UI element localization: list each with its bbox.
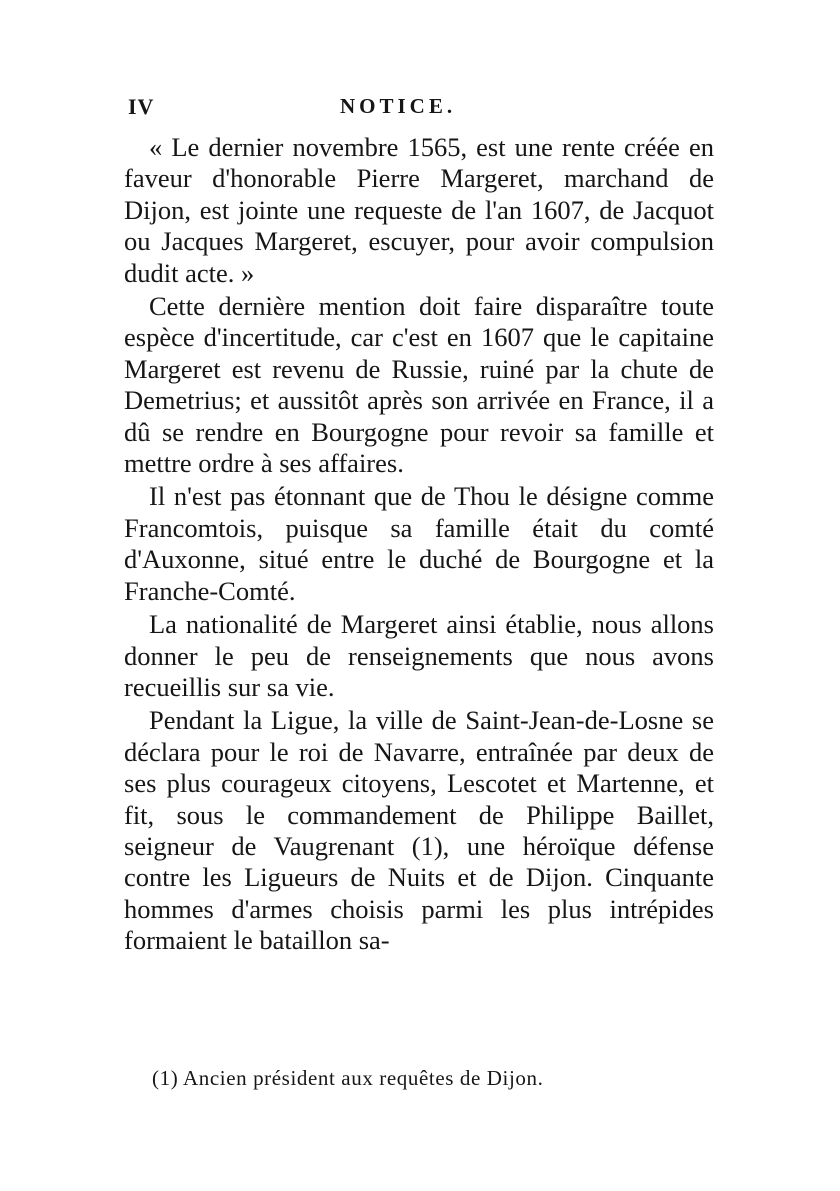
footnote: (1) Ancien président aux requêtes de Dijon. <box>152 1066 544 1090</box>
body-text <box>124 132 714 957</box>
paragraph-ligue: Pendant la Ligue, la ville de Saint-Jean-de-Losne se déclara pour le roi de Navarre, entraînée par deux de ses plus courageux citoyens, Lescotet et Martenne, et fit, sous le commandement de Philippe Baillet, seigneur de Vaugrenant (1), une héroïque défense contre les Ligueurs de Nuits et de Dijon. Cinquante hommes d'armes choisis parmi les plus intrépides formaient le bataillon sa- <box>124 705 714 956</box>
running-title: NOTICE. <box>340 94 457 118</box>
book-page <box>124 88 714 957</box>
page-number: IV <box>128 94 155 119</box>
paragraph-mention: Cette dernière mention doit faire disparaître toute espèce d'incertitude, car c'est en 1607 que le capitaine Margeret est revenu de Russie, ruiné par la chute de Demetrius; et aussitôt après son arrivée en France, il a dû se rendre en Bourgogne pour revoir sa famille et mettre ordre à ses affaires. <box>124 291 714 479</box>
page-header <box>124 88 714 128</box>
paragraph-nationality: La nationalité de Margeret ainsi établie, nous allons donner le peu de renseignements que nous avons recueillis sur sa vie. <box>124 609 714 702</box>
paragraph-thou: Il n'est pas étonnant que de Thou le désigne comme Francomtois, puisque sa famille était du comté d'Auxonne, situé entre le duché de Bourgogne et la Franche-Comté. <box>124 481 714 606</box>
paragraph-quote: « Le dernier novembre 1565, est une rente créée en faveur d'honorable Pierre Margeret, marchand de Dijon, est jointe une requeste de l'an 1607, de Jacquot ou Jacques Margeret, escuyer, pour avoir compulsion dudit acte. » <box>124 132 714 288</box>
